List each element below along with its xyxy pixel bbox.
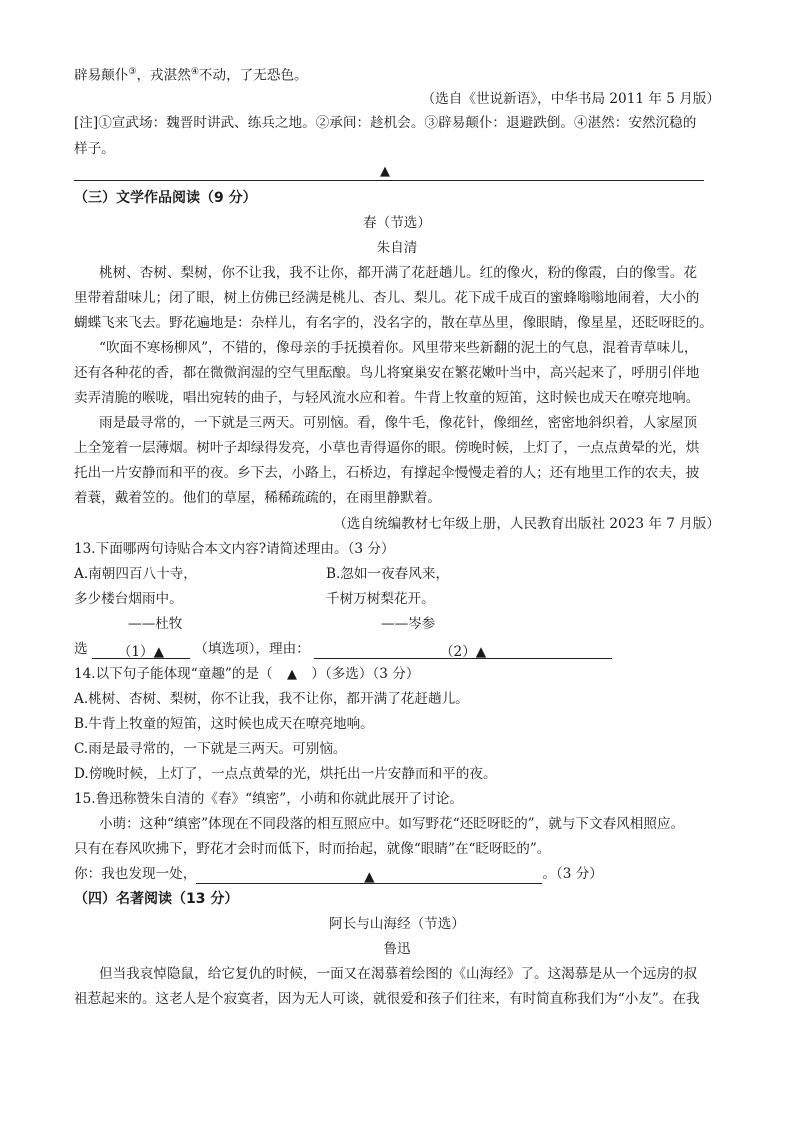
- option-a-line-2: 多少楼台烟雨中。: [74, 591, 183, 607]
- q14-option-b: B.牛背上牧童的短笛，这时候也成天在嘹亮地响。: [74, 716, 374, 732]
- select-prefix: 选: [74, 641, 88, 657]
- answer-mark: ▲: [380, 164, 390, 179]
- option-b-line-1: B.忽如一夜春风来，: [326, 566, 450, 582]
- classical-note-line-1: [注]①宣武场：魏晋时讲武、练兵之地。②承间：趁机会。③辟易颠仆：退避跌倒。④湛然：安然沉稳的: [74, 115, 697, 131]
- note-ref-3: ③: [128, 67, 137, 77]
- paragraph-line: 蝴蝶飞来飞去。野花遍地是：杂样儿，有名字的，没名字的，散在草丛里，像眼睛，像星星，还眨呀眨的。: [74, 315, 713, 331]
- paragraph-line: 托出一片安静而和平的夜。乡下去，小路上，石桥边，有撑起伞慢慢走着的人；还有地里工作的农夫，披: [74, 465, 700, 481]
- q14-option-d: D.傍晚时候，上灯了，一点点黄晕的光，烘托出一片安静而和平的夜。: [74, 766, 497, 782]
- paragraph-line: 雨是最寻常的，一下就是三两天。可别恼。看，像牛毛，像花针，像细丝，密密地斜织着，人家屋顶: [99, 415, 698, 431]
- tail-text: 辟易颠仆: [74, 67, 129, 84]
- fill-hint: （填选项），理由：: [194, 641, 310, 657]
- article-author-2: 鲁迅: [383, 941, 411, 957]
- paragraph-line: 里带着甜味儿；闭了眼，树上仿佛已经满是桃儿、杏儿、梨儿。花下成千成百的蜜蜂嗡嗡地闹着，大小的: [74, 290, 700, 306]
- paragraph-line: 着蓑，戴着笠的。他们的草屋，稀稀疏疏的，在雨里静默着。: [74, 490, 442, 506]
- article-title-2: 阿长与山海经（节选）: [329, 916, 465, 932]
- paragraph-line: 桃树、杏树、梨树，你不让我，我不让你，都开满了花赶趟儿。红的像火，粉的像霞，白的像雪。花: [99, 265, 698, 281]
- option-b-line-2: 千树万树梨花开。: [326, 591, 435, 607]
- section-3-title: （三）文学作品阅读（9 分）: [74, 190, 257, 206]
- option-b-author: ——岑参: [381, 616, 436, 632]
- q14-option-c: C.雨是最寻常的，一下就是三两天。可别恼。: [74, 741, 347, 757]
- q15-xiaomeng-line-2: 只有在春风吹拂下，野花才会时而低下，时而抬起，就像“眼睛”在“眨呀眨的”。: [74, 841, 551, 857]
- article-author: 朱自清: [376, 240, 418, 256]
- classical-text-tail: [74, 62, 308, 86]
- paragraph-line: 还有各种花的香，都在微微润湿的空气里酝酿。鸟儿将窠巢安在繁花嫩叶当中，高兴起来了，呼朋引伴地: [74, 365, 700, 381]
- q15-answer-line: [74, 864, 603, 884]
- q14-stem-text: 14.以下句子能体现“童趣”的是（: [74, 666, 273, 682]
- option-a-author: ——杜牧: [128, 616, 183, 632]
- article-title: 春（节选）: [363, 215, 431, 231]
- paragraph-line: 祖惹起来的。这老人是个寂寞者，因为无人可谈，就很爱和孩子们往来，有时简直称我们为“小友”。在我: [74, 991, 700, 1007]
- question-15-stem: 15.鲁迅称赞朱自清的《春》“缜密”，小萌和你就此展开了讨论。: [74, 791, 463, 807]
- q14-answer-mark[interactable]: ▲: [286, 667, 297, 682]
- question-13-stem: 13.下面哪两句诗贴合本文内容?请简述理由。（3 分）: [74, 541, 395, 557]
- note-ref-4: ④: [190, 67, 199, 77]
- classical-source: （选自《世说新语》，中华书局 2011 年 5 月版）: [421, 91, 720, 107]
- q14-stem-text-2: ）（多选）（3 分）: [311, 666, 420, 682]
- tail-text-2: ，戎湛然: [136, 67, 191, 84]
- q14-option-a: A.桃树、杏树、梨树，你不让我，我不让你，都开满了花赶趟儿。: [74, 691, 469, 707]
- tail-text-3: 不动，了无恐色。: [198, 67, 308, 84]
- q15-blank[interactable]: ▲: [196, 867, 542, 884]
- classical-note-line-2: 样子。: [74, 141, 115, 157]
- paragraph-line: 卖弄清脆的喉咙，唱出宛转的曲子，与轻风流水应和着。牛背上牧童的短笛，这时候也成天在嘹亮地响。: [74, 390, 700, 406]
- section-4-title: （四）名著阅读（13 分）: [74, 891, 239, 907]
- q15-you-suffix: 。（3 分）: [542, 866, 603, 882]
- q13-blank-1[interactable]: （1）▲: [92, 642, 190, 659]
- article-source: （选自统编教材七年级上册，人民教育出版社 2023 年 7 月版）: [333, 516, 720, 532]
- divider-line: [74, 180, 704, 181]
- paragraph-line: 上全笼着一层薄烟。树叶子却绿得发亮，小草也青得逼你的眼。傍晚时候，上灯了，一点点黄晕的光，烘: [74, 440, 700, 456]
- q13-blank-2[interactable]: （2）▲: [314, 642, 612, 659]
- option-a-line-1: A.南朝四百八十寺，: [74, 566, 197, 582]
- paragraph-line: 但当我哀悼隐鼠，给它复仇的时候，一面又在渴慕着绘图的《山海经》了。这渴慕是从一个远房的叔: [99, 966, 698, 982]
- paragraph-line: “吹面不寒杨柳风”，不错的，像母亲的手抚摸着你。风里带来些新翻的泥土的气息，混着青草味儿，: [99, 340, 698, 356]
- question-14-stem: [74, 664, 419, 685]
- q15-xiaomeng-line-1: 小萌：这种“缜密”体现在不同段落的相互照应中。如写野花“还眨呀眨的”，就与下文春风相照应。: [99, 816, 685, 832]
- q15-you-prefix: 你：我也发现一处，: [74, 866, 197, 882]
- q13-answer-line: [74, 639, 612, 659]
